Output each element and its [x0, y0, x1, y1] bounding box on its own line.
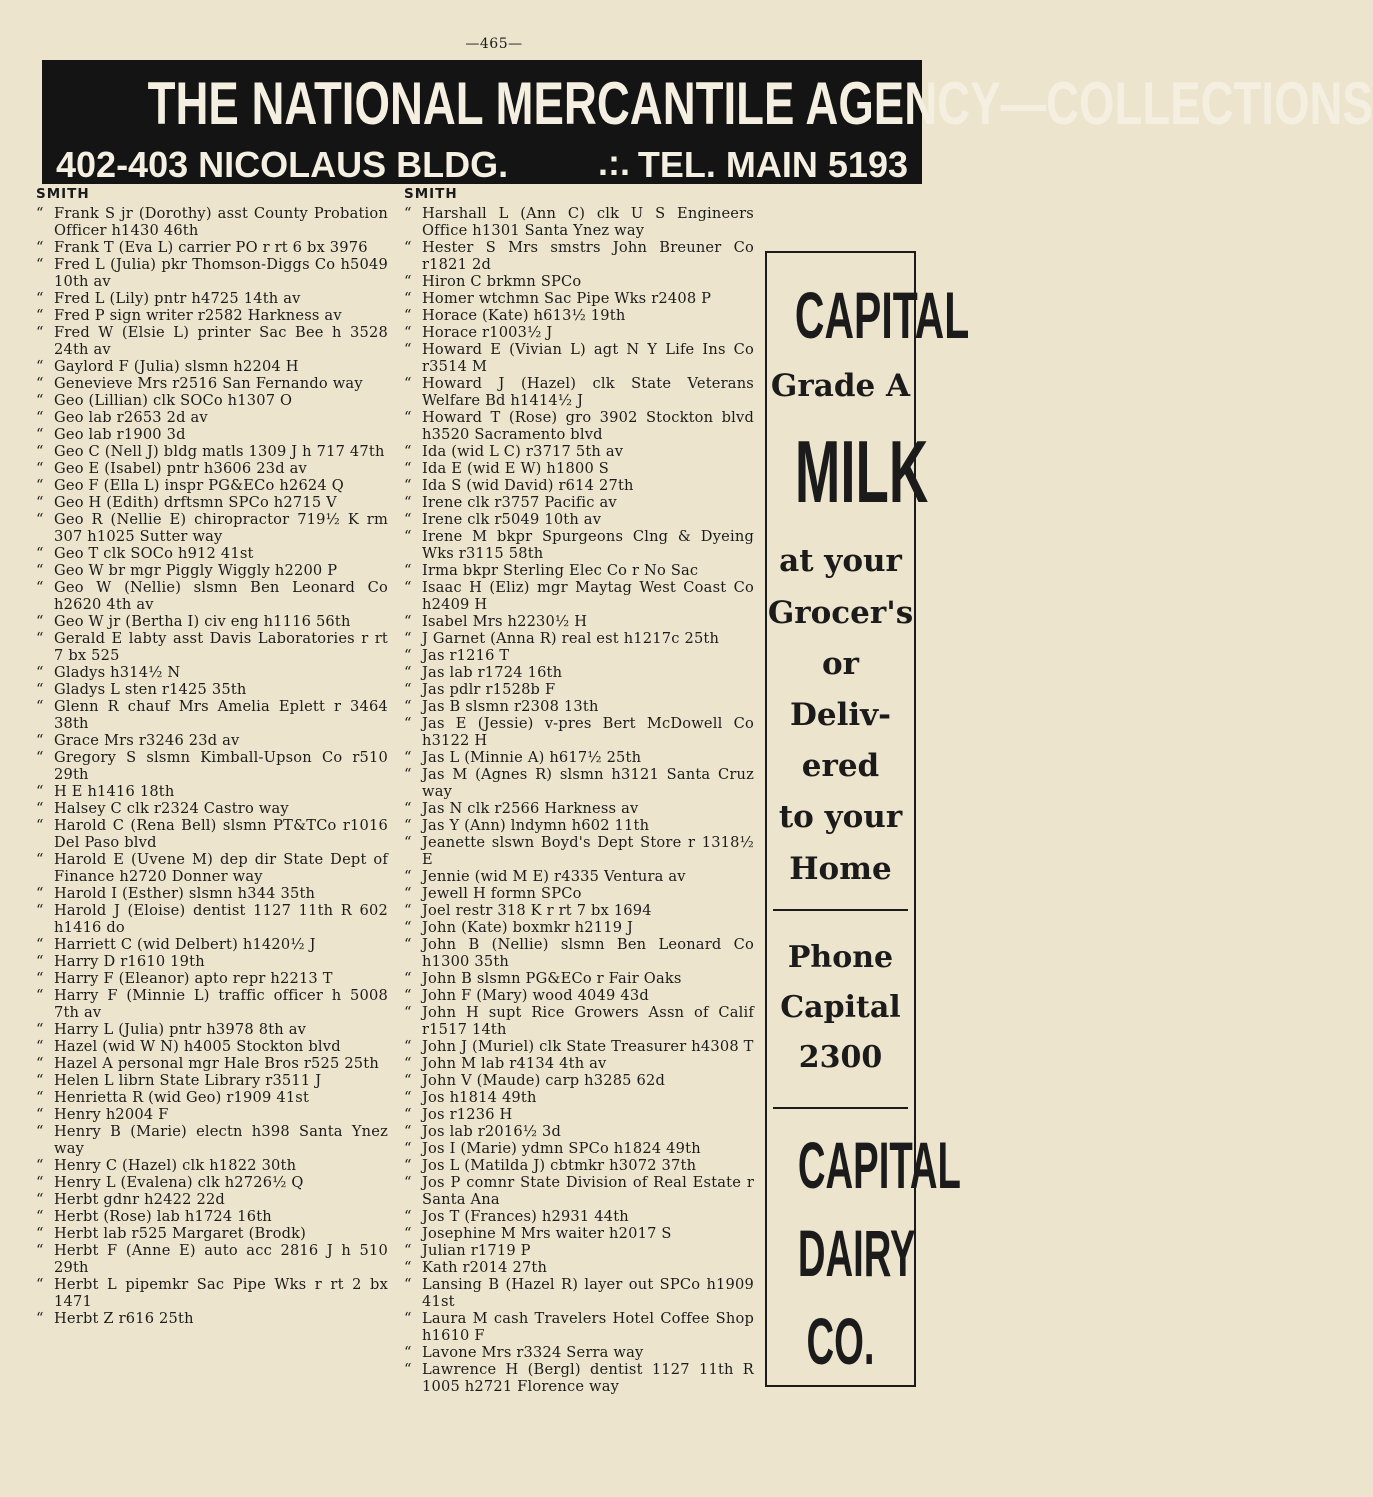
directory-entry: “ Herbt L pipemkr Sac Pipe Wks r rt 2 bx 1471 — [36, 1276, 388, 1310]
directory-entry: “ John H supt Rice Growers Assn of Calif r1517 14th — [404, 1004, 754, 1038]
directory-entry: “ Geo (Lillian) clk SOCo h1307 O — [36, 392, 388, 409]
directory-entry: “ Howard E (Vivian L) agt N Y Life Ins Co r3514 M — [404, 341, 754, 375]
directory-entry: “ Jas E (Jessie) v-pres Bert McDowell Co h3122 H — [404, 715, 754, 749]
directory-entry: “ Kath r2014 27th — [404, 1259, 754, 1276]
directory-entry: “ John F (Mary) wood 4049 43d — [404, 987, 754, 1004]
advertisement-banner — [42, 60, 1373, 185]
directory-entry: “ Fred L (Lily) pntr h4725 14th av — [36, 290, 388, 307]
directory-entry: “ H E h1416 18th — [36, 783, 388, 800]
directory-entry: “ Harold E (Uvene M) dep dir State Dept of Finance h2720 Donner way — [36, 851, 388, 885]
ad-company-line: CAPITAL — [797, 1128, 961, 1202]
directory-entry: “ Howard J (Hazel) clk State Veterans Welfare Bd h1414½ J — [404, 375, 754, 409]
column-header: SMITH — [404, 186, 458, 202]
directory-entry: “ Laura M cash Travelers Hotel Coffee Shop h1610 F — [404, 1310, 754, 1344]
directory-entry: “ Lansing B (Hazel R) layer out SPCo h1909 41st — [404, 1276, 754, 1310]
directory-entry: “ Glenn R chauf Mrs Amelia Eplett r 3464 38th — [36, 698, 388, 732]
directory-entry: “ Geo E (Isabel) pntr h3606 23d av — [36, 460, 388, 477]
directory-entry: “ Frank T (Eva L) carrier PO r rt 6 bx 3976 — [36, 239, 388, 256]
directory-entry: “ Gerald E labty asst Davis Laboratories r rt 7 bx 525 — [36, 630, 388, 664]
ad-phone — [767, 911, 914, 1081]
directory-entry: “ Henry C (Hazel) clk h1822 30th — [36, 1157, 388, 1174]
directory-entry: “ Hiron C brkmn SPCo — [404, 273, 754, 290]
directory-entry: “ Harold C (Rena Bell) slsmn PT&TCo r1016 Del Paso blvd — [36, 817, 388, 851]
directory-entry: “ Gregory S slsmn Kimball-Upson Co r510 29th — [36, 749, 388, 783]
directory-entry: “ Genevieve Mrs r2516 San Fernando way — [36, 375, 388, 392]
directory-entry: “ Frank S jr (Dorothy) asst County Probation Officer h1430 46th — [36, 205, 388, 239]
directory-entry: “ Herbt (Rose) lab h1724 16th — [36, 1208, 388, 1225]
directory-entry: “ Helen L librn State Library r3511 J — [36, 1072, 388, 1089]
directory-entry: “ Jewell H formn SPCo — [404, 885, 754, 902]
directory-column-left — [36, 186, 388, 1327]
directory-entry: “ Harry L (Julia) pntr h3978 8th av — [36, 1021, 388, 1038]
banner-subline — [56, 142, 908, 185]
ad-line: Deliv- — [789, 697, 892, 733]
directory-entry: “ Grace Mrs r3246 23d av — [36, 732, 388, 749]
directory-entry: “ Harold J (Eloise) dentist 1127 11th R 602 h1416 do — [36, 902, 388, 936]
directory-entry: “ Herbt gdnr h2422 22d — [36, 1191, 388, 1208]
directory-entry: “ Geo R (Nellie E) chiropractor 719½ K rm 307 h1025 Sutter way — [36, 511, 388, 545]
directory-entry: “ Gladys L sten r1425 35th — [36, 681, 388, 698]
directory-entry: “ Harry D r1610 19th — [36, 953, 388, 970]
ad-company — [767, 1109, 961, 1385]
directory-entry: “ Herbt lab r525 Margaret (Brodk) — [36, 1225, 388, 1242]
ad-phone-name: Capital — [780, 990, 901, 1025]
directory-entry: “ Isaac H (Eliz) mgr Maytag West Coast Co h2409 H — [404, 579, 754, 613]
directory-entry: “ Jas r1216 T — [404, 647, 754, 664]
directory-entry: “ Halsey C clk r2324 Castro way — [36, 800, 388, 817]
ad-phone-label: Phone — [787, 940, 894, 975]
ad-grade: Grade A — [770, 368, 911, 404]
directory-entry: “ Henrietta R (wid Geo) r1909 41st — [36, 1089, 388, 1106]
directory-entry: “ Irma bkpr Sterling Elec Co r No Sac — [404, 562, 754, 579]
directory-entry: “ Jas B slsmn r2308 13th — [404, 698, 754, 715]
directory-entry: “ Ida S (wid David) r614 27th — [404, 477, 754, 494]
directory-entry: “ Jos P comnr State Division of Real Estate r Santa Ana — [404, 1174, 754, 1208]
directory-entry: “ Fred P sign writer r2582 Harkness av — [36, 307, 388, 324]
directory-entry: “ Joel restr 318 K r rt 7 bx 1694 — [404, 902, 754, 919]
directory-entry: “ Geo lab r1900 3d — [36, 426, 388, 443]
banner-telephone: TEL. MAIN 5193 — [637, 144, 908, 185]
directory-entry: “ Harriett C (wid Delbert) h1420½ J — [36, 936, 388, 953]
directory-entry: “ Irene clk r3757 Pacific av — [404, 494, 754, 511]
directory-entry: “ Isabel Mrs h2230½ H — [404, 613, 754, 630]
directory-entry: “ Ida (wid L C) r3717 5th av — [404, 443, 754, 460]
directory-entry: “ Geo W jr (Bertha I) civ eng h1116 56th — [36, 613, 388, 630]
directory-entry: “ Jos r1236 H — [404, 1106, 754, 1123]
directory-entry: “ Irene clk r5049 10th av — [404, 511, 754, 528]
ad-line: ered — [801, 748, 880, 784]
directory-entry: “ Lawrence H (Bergl) dentist 1127 11th R 1005 h2721 Florence way — [404, 1361, 754, 1395]
banner-title: THE NATIONAL MERCANTILE AGENCY—COLLECTIONS — [147, 70, 1373, 137]
directory-entry: “ John M lab r4134 4th av — [404, 1055, 754, 1072]
column-header: SMITH — [36, 186, 90, 202]
directory-entry: “ Geo H (Edith) drftsmn SPCo h2715 V — [36, 494, 388, 511]
directory-entry: “ Geo T clk SOCo h912 41st — [36, 545, 388, 562]
directory-entry: “ Jeanette slswn Boyd's Dept Store r 1318½ E — [404, 834, 754, 868]
ad-tagline — [767, 535, 914, 895]
directory-entry: “ Irene M bkpr Spurgeons Clng & Dyeing Wks r3115 58th — [404, 528, 754, 562]
directory-entry: “ Jas L (Minnie A) h617½ 25th — [404, 749, 754, 766]
directory-entry: “ Julian r1719 P — [404, 1242, 754, 1259]
directory-entry: “ Harry F (Minnie L) traffic officer h 5008 7th av — [36, 987, 388, 1021]
ad-company-line: DAIRY — [797, 1216, 916, 1290]
directory-entry: “ J Garnet (Anna R) real est h1217c 25th — [404, 630, 754, 647]
directory-entry: “ Jas M (Agnes R) slsmn h3121 Santa Cruz way — [404, 766, 754, 800]
directory-entry: “ Henry L (Evalena) clk h2726½ Q — [36, 1174, 388, 1191]
directory-entry: “ Fred L (Julia) pkr Thomson-Diggs Co h5049 10th av — [36, 256, 388, 290]
directory-entry: “ Harry F (Eleanor) apto repr h2213 T — [36, 970, 388, 987]
directory-entry: “ John J (Muriel) clk State Treasurer h4308 T — [404, 1038, 754, 1055]
directory-column-right — [404, 186, 754, 1395]
directory-entry: “ Harshall L (Ann C) clk U S Engineers Office h1301 Santa Ynez way — [404, 205, 754, 239]
directory-entry: “ Jas N clk r2566 Harkness av — [404, 800, 754, 817]
directory-entry: “ Hazel A personal mgr Hale Bros r525 25th — [36, 1055, 388, 1072]
directory-entry: “ Jos h1814 49th — [404, 1089, 754, 1106]
directory-entry: “ Geo C (Nell J) bldg matls 1309 J h 717 47th — [36, 443, 388, 460]
directory-entry: “ Howard T (Rose) gro 3902 Stockton blvd h3520 Sacramento blvd — [404, 409, 754, 443]
directory-entry: “ Ida E (wid E W) h1800 S — [404, 460, 754, 477]
directory-entry: “ Jos lab r2016½ 3d — [404, 1123, 754, 1140]
directory-entry: “ Henry B (Marie) electn h398 Santa Ynez way — [36, 1123, 388, 1157]
directory-entry: “ Henry h2004 F — [36, 1106, 388, 1123]
directory-entry: “ Geo F (Ella L) inspr PG&ECo h2624 Q — [36, 477, 388, 494]
directory-entry: “ Jos T (Frances) h2931 44th — [404, 1208, 754, 1225]
ad-line: Home — [789, 851, 892, 887]
ad-line: or — [821, 646, 859, 682]
ad-company-line: CO. — [806, 1304, 875, 1378]
entry-list — [404, 205, 754, 1395]
directory-entry: “ Herbt F (Anne E) auto acc 2816 J h 510 29th — [36, 1242, 388, 1276]
directory-entry: “ Horace (Kate) h613½ 19th — [404, 307, 754, 324]
directory-entry: “ Gaylord F (Julia) slsmn h2204 H — [36, 358, 388, 375]
directory-entry: “ Gladys h314½ N — [36, 664, 388, 681]
ad-brand: CAPITAL — [794, 278, 970, 352]
banner-separator: .:. — [598, 142, 630, 183]
directory-entry: “ Jas lab r1724 16th — [404, 664, 754, 681]
directory-entry: “ Josephine M Mrs waiter h2017 S — [404, 1225, 754, 1242]
entry-list — [36, 205, 388, 1327]
ad-phone-number: 2300 — [798, 1040, 883, 1075]
directory-entry: “ Geo W (Nellie) slsmn Ben Leonard Co h2620 4th av — [36, 579, 388, 613]
directory-entry: “ Jennie (wid M E) r4335 Ventura av — [404, 868, 754, 885]
directory-entry: “ Fred W (Elsie L) printer Sac Bee h 3528 24th av — [36, 324, 388, 358]
directory-entry: “ Jos I (Marie) ydmn SPCo h1824 49th — [404, 1140, 754, 1157]
banner-address: 402-403 NICOLAUS BLDG. — [56, 144, 509, 185]
directory-entry: “ Geo lab r2653 2d av — [36, 409, 388, 426]
page-number: —465— — [465, 36, 523, 52]
ad-line: at your — [779, 543, 902, 579]
ad-product: MILK — [794, 422, 929, 521]
directory-entry: “ John B (Nellie) slsmn Ben Leonard Co h1300 35th — [404, 936, 754, 970]
directory-entry: “ John (Kate) boxmkr h2119 J — [404, 919, 754, 936]
directory-entry: “ Jas pdlr r1528b F — [404, 681, 754, 698]
ad-line: to your — [778, 799, 903, 835]
directory-entry: “ John B slsmn PG&ECo r Fair Oaks — [404, 970, 754, 987]
directory-entry: “ Geo W br mgr Piggly Wiggly h2200 P — [36, 562, 388, 579]
ad-line: Grocer's — [767, 595, 914, 631]
capital-dairy-ad — [765, 251, 970, 1387]
directory-entry: “ Hester S Mrs smstrs John Breuner Co r1821 2d — [404, 239, 754, 273]
directory-entry: “ Horace r1003½ J — [404, 324, 754, 341]
directory-entry: “ Jos L (Matilda J) cbtmkr h3072 37th — [404, 1157, 754, 1174]
directory-entry: “ Jas Y (Ann) lndymn h602 11th — [404, 817, 754, 834]
directory-entry: “ Harold I (Esther) slsmn h344 35th — [36, 885, 388, 902]
directory-entry: “ Homer wtchmn Sac Pipe Wks r2408 P — [404, 290, 754, 307]
directory-entry: “ John V (Maude) carp h3285 62d — [404, 1072, 754, 1089]
directory-entry: “ Herbt Z r616 25th — [36, 1310, 388, 1327]
directory-entry: “ Lavone Mrs r3324 Serra way — [404, 1344, 754, 1361]
directory-entry: “ Hazel (wid W N) h4005 Stockton blvd — [36, 1038, 388, 1055]
